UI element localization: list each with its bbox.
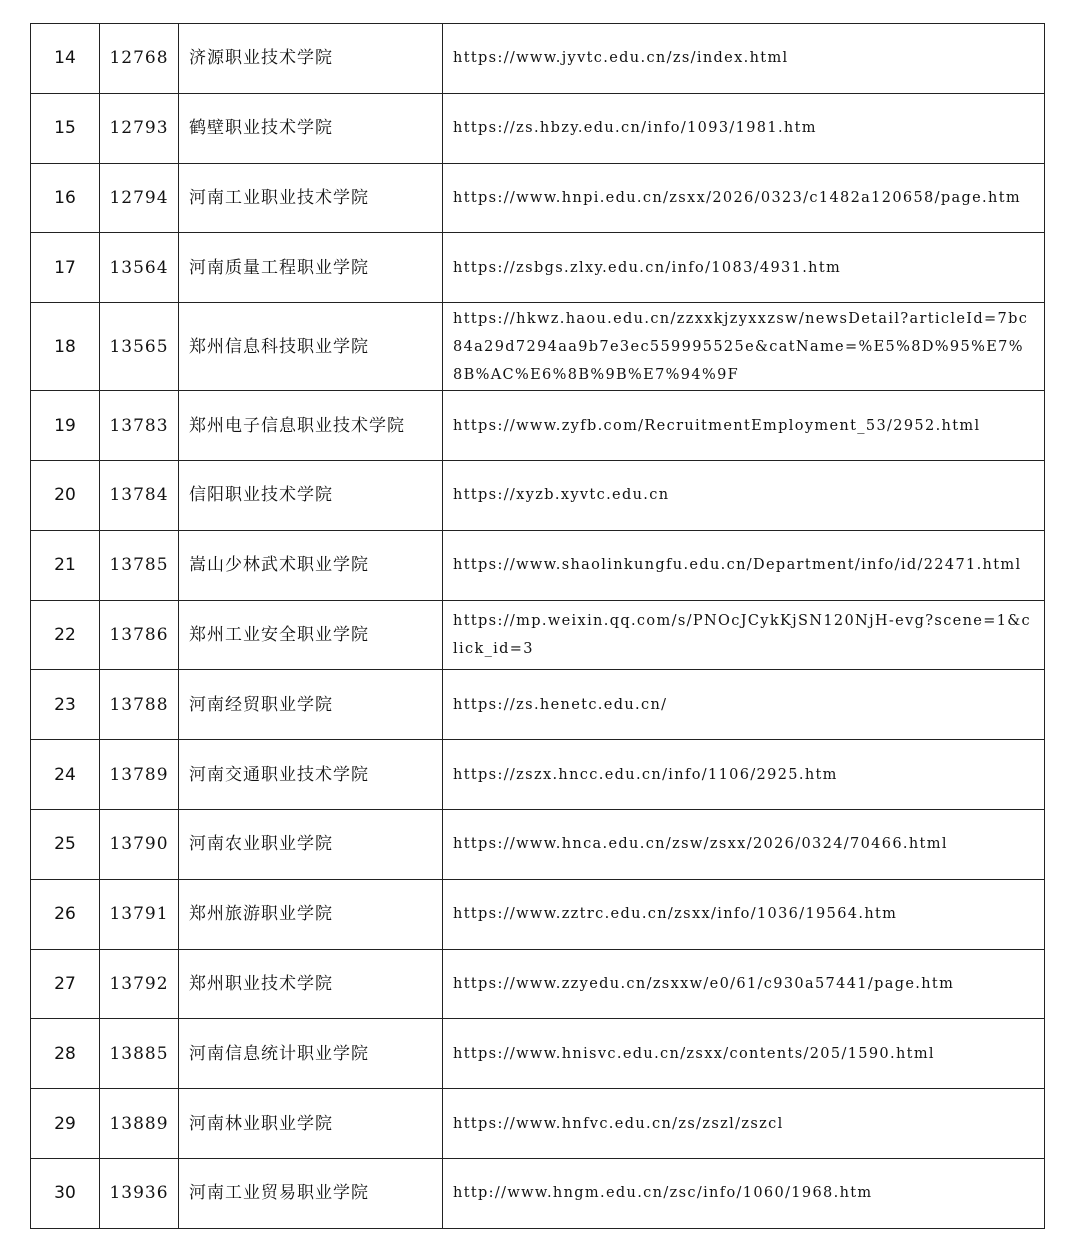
row-index: 15 <box>31 93 100 163</box>
school-code: 13885 <box>100 1019 179 1089</box>
table-row <box>31 1019 1045 1089</box>
row-index: 30 <box>31 1158 100 1228</box>
school-name: 郑州职业技术学院 <box>179 949 443 1019</box>
school-name: 信阳职业技术学院 <box>179 460 443 530</box>
school-url: http://www.hngm.edu.cn/zsc/info/1060/1968.htm <box>443 1158 1045 1228</box>
table-row <box>31 1089 1045 1159</box>
row-index: 21 <box>31 530 100 600</box>
school-code: 13936 <box>100 1158 179 1228</box>
school-name: 济源职业技术学院 <box>179 24 443 94</box>
row-index: 28 <box>31 1019 100 1089</box>
school-name: 郑州工业安全职业学院 <box>179 600 443 670</box>
table-row <box>31 809 1045 879</box>
table-row <box>31 93 1045 163</box>
row-index: 17 <box>31 233 100 303</box>
school-url: https://zsbgs.zlxy.edu.cn/info/1083/4931.htm <box>443 233 1045 303</box>
school-code: 13790 <box>100 809 179 879</box>
school-code: 13565 <box>100 303 179 391</box>
table-row <box>31 740 1045 810</box>
school-name: 河南农业职业学院 <box>179 809 443 879</box>
school-code: 13889 <box>100 1089 179 1159</box>
school-name: 河南林业职业学院 <box>179 1089 443 1159</box>
table-body <box>31 24 1045 1229</box>
school-name: 河南工业贸易职业学院 <box>179 1158 443 1228</box>
school-url: https://zs.hbzy.edu.cn/info/1093/1981.htm <box>443 93 1045 163</box>
table-row <box>31 670 1045 740</box>
school-url: https://hkwz.haou.edu.cn/zzxxkjzyxxzsw/newsDetail?articleId=7bc84a29d7294aa9b7e3ec559995525e&catName=%E5%8D%95%E7%8B%AC%E6%8B%9B%E7%94%9F <box>443 303 1045 391</box>
school-url: https://www.zzyedu.cn/zsxxw/e0/61/c930a57441/page.htm <box>443 949 1045 1019</box>
school-url: https://www.shaolinkungfu.edu.cn/Department/info/id/22471.html <box>443 530 1045 600</box>
row-index: 22 <box>31 600 100 670</box>
school-url: https://www.zztrc.edu.cn/zsxx/info/1036/19564.htm <box>443 879 1045 949</box>
school-name: 河南信息统计职业学院 <box>179 1019 443 1089</box>
school-code: 13784 <box>100 460 179 530</box>
school-url: https://www.hnfvc.edu.cn/zs/zszl/zszcl <box>443 1089 1045 1159</box>
school-code: 12768 <box>100 24 179 94</box>
table-row <box>31 1158 1045 1228</box>
row-index: 26 <box>31 879 100 949</box>
row-index: 25 <box>31 809 100 879</box>
school-name: 鹤壁职业技术学院 <box>179 93 443 163</box>
college-list-table <box>30 23 1045 1229</box>
school-url: https://www.hnca.edu.cn/zsw/zsxx/2026/0324/70466.html <box>443 809 1045 879</box>
table-row <box>31 460 1045 530</box>
school-name: 河南经贸职业学院 <box>179 670 443 740</box>
row-index: 29 <box>31 1089 100 1159</box>
school-name: 郑州电子信息职业技术学院 <box>179 391 443 461</box>
row-index: 20 <box>31 460 100 530</box>
school-name: 河南工业职业技术学院 <box>179 163 443 233</box>
school-name: 郑州旅游职业学院 <box>179 879 443 949</box>
school-name: 嵩山少林武术职业学院 <box>179 530 443 600</box>
school-url: https://zszx.hncc.edu.cn/info/1106/2925.htm <box>443 740 1045 810</box>
school-code: 13789 <box>100 740 179 810</box>
school-code: 13785 <box>100 530 179 600</box>
school-name: 河南质量工程职业学院 <box>179 233 443 303</box>
school-code: 12794 <box>100 163 179 233</box>
row-index: 16 <box>31 163 100 233</box>
school-name: 河南交通职业技术学院 <box>179 740 443 810</box>
school-url: https://www.hnisvc.edu.cn/zsxx/contents/205/1590.html <box>443 1019 1045 1089</box>
table-row <box>31 24 1045 94</box>
school-url: https://xyzb.xyvtc.edu.cn <box>443 460 1045 530</box>
row-index: 19 <box>31 391 100 461</box>
school-name: 郑州信息科技职业学院 <box>179 303 443 391</box>
school-code: 12793 <box>100 93 179 163</box>
school-url: https://www.hnpi.edu.cn/zsxx/2026/0323/c1482a120658/page.htm <box>443 163 1045 233</box>
table-row <box>31 163 1045 233</box>
row-index: 27 <box>31 949 100 1019</box>
school-code: 13788 <box>100 670 179 740</box>
school-code: 13783 <box>100 391 179 461</box>
table-row <box>31 879 1045 949</box>
table-row <box>31 530 1045 600</box>
table-row <box>31 303 1045 391</box>
row-index: 23 <box>31 670 100 740</box>
table-row <box>31 391 1045 461</box>
school-code: 13792 <box>100 949 179 1019</box>
school-url: https://zs.henetc.edu.cn/ <box>443 670 1045 740</box>
school-url: https://mp.weixin.qq.com/s/PNOcJCykKjSN120NjH-evg?scene=1&click_id=3 <box>443 600 1045 670</box>
table-row <box>31 233 1045 303</box>
table-row <box>31 600 1045 670</box>
school-code: 13786 <box>100 600 179 670</box>
table-row <box>31 949 1045 1019</box>
row-index: 14 <box>31 24 100 94</box>
school-url: https://www.jyvtc.edu.cn/zs/index.html <box>443 24 1045 94</box>
school-code: 13564 <box>100 233 179 303</box>
school-url: https://www.zyfb.com/RecruitmentEmployment_53/2952.html <box>443 391 1045 461</box>
row-index: 18 <box>31 303 100 391</box>
school-code: 13791 <box>100 879 179 949</box>
row-index: 24 <box>31 740 100 810</box>
